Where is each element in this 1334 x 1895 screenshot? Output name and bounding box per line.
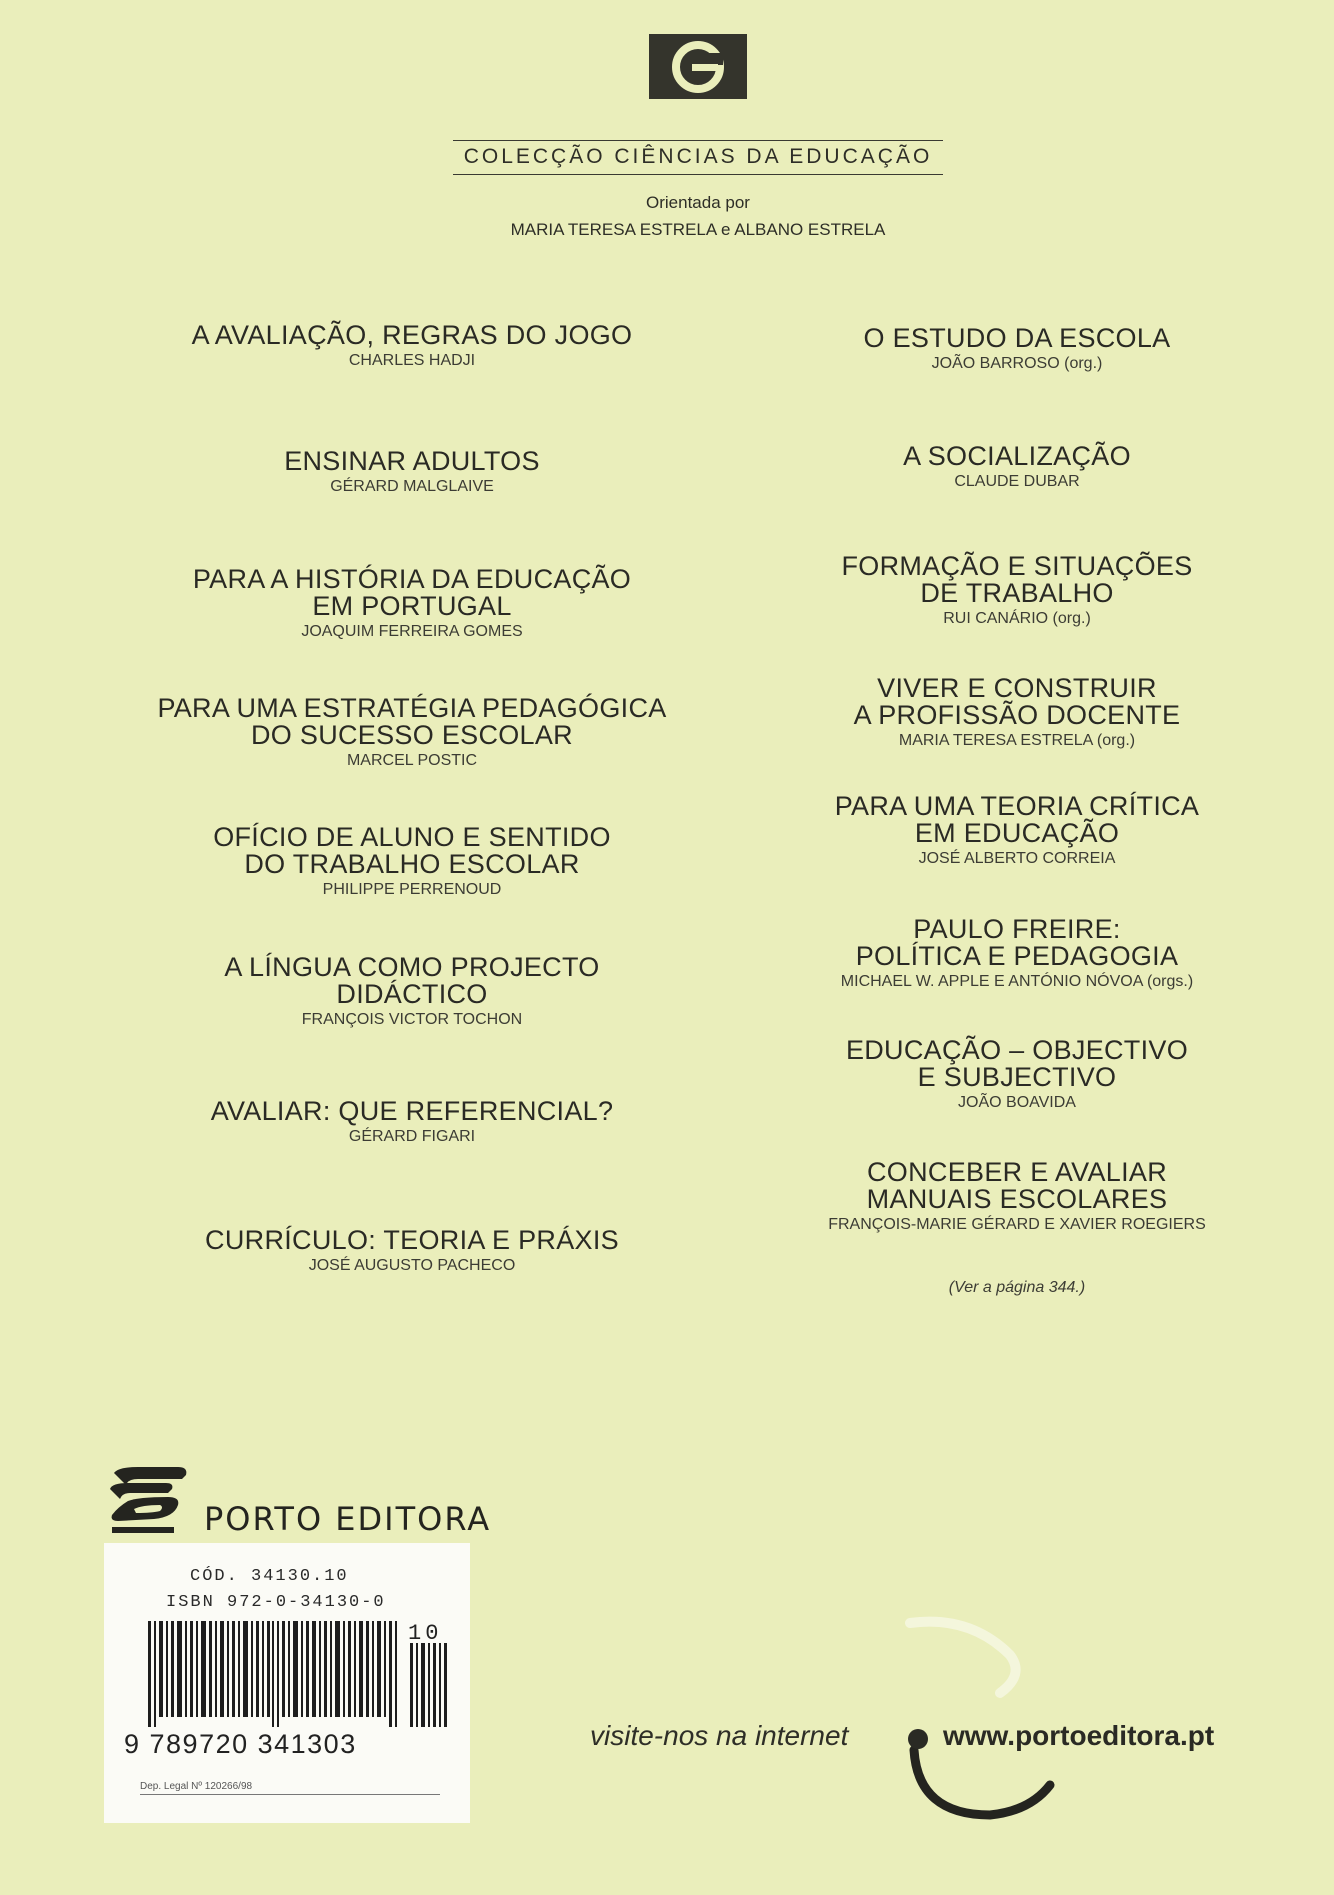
book-item: [737, 553, 1297, 629]
barcode-digits: 9 789720 341303: [124, 1729, 357, 1759]
book-author: JOÃO BARROSO (org.): [931, 355, 1103, 372]
book-item: [132, 1227, 692, 1276]
book-title: OFÍCIO DE ALUNO E SENTIDO DO TRABALHO ESCOLAR: [213, 822, 611, 879]
book-author: RUI CANÁRIO (org.): [943, 610, 1091, 627]
book-item: [132, 695, 692, 771]
book-title: ENSINAR ADULTOS: [284, 446, 540, 476]
product-code: CÓD. 34130.10: [190, 1567, 349, 1586]
book-title: A AVALIAÇÃO, REGRAS DO JOGO: [191, 320, 633, 350]
barcode-addon-digits: 10: [408, 1621, 443, 1646]
book-item: [132, 954, 692, 1030]
book-title: A SOCIALIZAÇÃO: [903, 441, 1131, 471]
book-title: FORMAÇÃO E SITUAÇÕES DE TRABALHO: [841, 551, 1193, 608]
series-title: COLECÇÃO CIÊNCIAS DA EDUCAÇÃO: [453, 140, 943, 175]
oriented-by-label: Orientada por: [646, 193, 750, 212]
book-item: [132, 1098, 692, 1147]
series-editors: MARIA TERESA ESTRELA e ALBANO ESTRELA: [510, 220, 886, 239]
book-author: CLAUDE DUBAR: [954, 473, 1080, 490]
book-author: JOAQUIM FERREIRA GOMES: [301, 623, 523, 640]
book-item: [737, 325, 1297, 374]
collection-emblem-icon: [649, 34, 747, 99]
book-author: JOSÉ ALBERTO CORREIA: [918, 850, 1116, 867]
book-title: CURRÍCULO: TEORIA E PRÁXIS: [205, 1225, 619, 1255]
book-item: [132, 448, 692, 497]
legal-deposit: Dep. Legal Nº 120266/98: [140, 1781, 440, 1795]
book-title: O ESTUDO DA ESCOLA: [863, 323, 1171, 353]
publisher-name: PORTO EDITORA: [204, 1500, 492, 1538]
book-title: PARA UMA TEORIA CRÍTICA EM EDUCAÇÃO: [834, 791, 1200, 848]
book-title: EDUCAÇÃO – OBJECTIVO E SUBJECTIVO: [845, 1035, 1189, 1092]
porto-editora-logo-icon: [108, 1465, 188, 1537]
book-item: [737, 675, 1297, 751]
book-title: AVALIAR: QUE REFERENCIAL?: [210, 1096, 614, 1126]
book-item: [737, 1159, 1297, 1235]
book-item: [132, 322, 692, 371]
book-title: PARA UMA ESTRATÉGIA PEDAGÓGICA DO SUCESSO ESCOLAR: [157, 693, 667, 750]
barcode-icon: [148, 1621, 448, 1727]
book-author: MICHAEL W. APPLE E ANTÓNIO NÓVOA (orgs.): [840, 973, 1194, 990]
book-item: [737, 793, 1297, 869]
book-title: A LÍNGUA COMO PROJECTO DIDÁCTICO: [224, 952, 600, 1009]
book-title: PARA A HISTÓRIA DA EDUCAÇÃO EM PORTUGAL: [192, 564, 632, 621]
book-author: PHILIPPE PERRENOUD: [322, 881, 502, 898]
visit-us-text: visite-nos na internet: [590, 1720, 849, 1751]
book-author: MARIA TERESA ESTRELA (org.): [898, 732, 1136, 749]
book-author: JOSÉ AUGUSTO PACHECO: [308, 1257, 516, 1274]
book-author: FRANÇOIS-MARIE GÉRARD E XAVIER ROEGIERS: [828, 1216, 1206, 1233]
book-author: MARCEL POSTIC: [346, 752, 478, 769]
book-author: GÉRARD MALGLAIVE: [330, 478, 494, 495]
book-author: FRANÇOIS VICTOR TOCHON: [301, 1011, 523, 1028]
website-link[interactable]: www.portoeditora.pt: [943, 1720, 1215, 1751]
book-item: [737, 1037, 1297, 1113]
see-page-note: (Ver a página 344.): [948, 1279, 1086, 1296]
book-author: JOÃO BOAVIDA: [958, 1094, 1076, 1111]
book-item: [132, 566, 692, 642]
book-item: [737, 443, 1297, 492]
barcode-label: [104, 1543, 470, 1823]
book-author: GÉRARD FIGARI: [348, 1128, 476, 1145]
book-item: [737, 916, 1297, 992]
book-author: CHARLES HADJI: [348, 352, 476, 369]
book-title: VIVER E CONSTRUIR A PROFISSÃO DOCENTE: [853, 673, 1181, 730]
book-item: [132, 824, 692, 900]
book-title: CONCEBER E AVALIAR MANUAIS ESCOLARES: [866, 1157, 1168, 1214]
isbn-text: ISBN 972-0-34130-0: [166, 1593, 386, 1612]
book-title: PAULO FREIRE: POLÍTICA E PEDAGOGIA: [855, 914, 1179, 971]
bullet-dot-icon: [908, 1729, 928, 1749]
